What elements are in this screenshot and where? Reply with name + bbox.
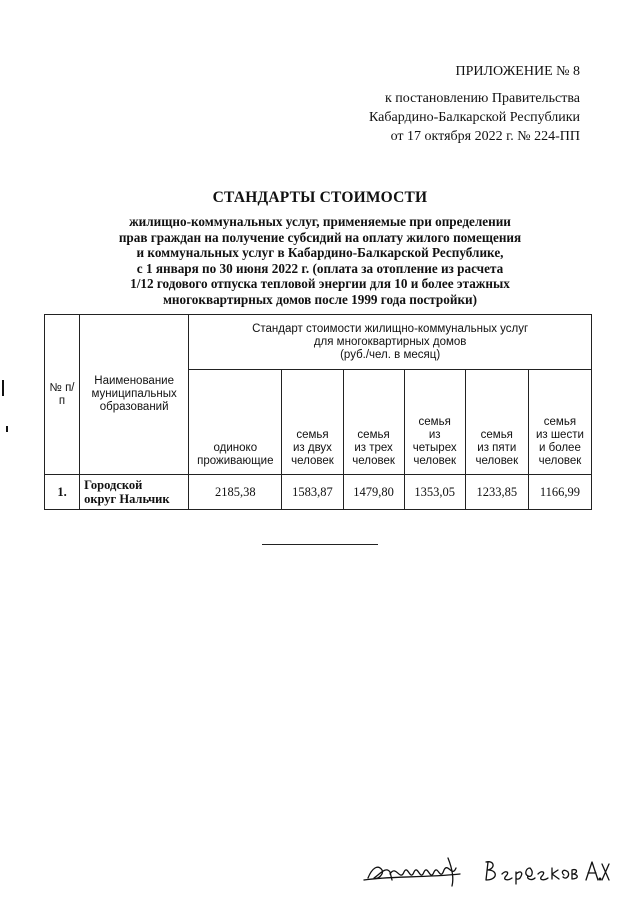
subtitle-line: многоквартирных домов после 1999 года постройки): [162, 291, 478, 307]
header-line: одиноко: [213, 442, 258, 454]
header-line: семья: [357, 429, 390, 441]
row-number: 1.: [45, 475, 80, 510]
header-family-6: [528, 370, 591, 475]
header-family-3: [343, 370, 404, 475]
value-family-4: 1353,05: [404, 475, 465, 510]
header-line: из пяти: [477, 442, 517, 454]
header-line: из трех: [354, 442, 393, 454]
document-subtitle: [60, 214, 580, 307]
subtitle-line: жилищно-коммунальных услуг, применяемые при определении: [129, 214, 511, 229]
header-line: человек: [475, 455, 519, 467]
header-line: человек: [413, 455, 456, 467]
value-family-2: 1583,87: [282, 475, 343, 510]
header-family-5: [465, 370, 528, 475]
header-line: из двух: [292, 442, 332, 454]
value-family-3: 1479,80: [343, 475, 404, 510]
header-line: из: [428, 429, 441, 441]
annex-title: ПРИЛОЖЕНИЕ № 8: [455, 64, 580, 79]
end-divider: [262, 544, 378, 545]
header-family-4: [404, 370, 465, 475]
value-family-6: 1166,99: [528, 475, 591, 510]
header-line: четырех: [412, 442, 457, 454]
annex-line-1: к постановлению Правительства: [384, 91, 580, 106]
header-cost-line: Стандарт стоимости жилищно-коммунальных услуг: [252, 322, 529, 335]
scan-mark: [2, 380, 4, 396]
handwritten-signature: [360, 848, 610, 892]
header-line: семья: [480, 429, 513, 441]
row-municipality: [80, 475, 189, 510]
header-line: семья: [543, 416, 577, 428]
document-title: СТАНДАРТЫ СТОИМОСТИ: [212, 189, 428, 206]
annex-line-3: от 17 октября 2022 г. № 224-ПП: [390, 129, 580, 144]
value-family-5: 1233,85: [465, 475, 528, 510]
header-line: человек: [291, 455, 334, 467]
scan-mark: [6, 426, 8, 432]
row-name-line: округ Нальчик: [84, 492, 170, 506]
table-row: [45, 475, 592, 510]
standards-table: [44, 314, 592, 510]
subtitle-line: с 1 января по 30 июня 2022 г. (оплата за отопление из расчета: [136, 260, 504, 276]
header-cost-line: (руб./чел. в месяц): [340, 348, 441, 361]
header-line: семья: [418, 416, 451, 428]
header-line: проживающие: [197, 455, 274, 467]
value-single: 2185,38: [189, 475, 282, 510]
header-single: [189, 370, 282, 475]
subtitle-line: прав граждан на получение субсидий на оплату жилого помещения: [118, 229, 522, 245]
annex-block: [369, 62, 580, 146]
header-line: человек: [538, 455, 582, 467]
header-municipality: Наименование муниципальных образований: [80, 315, 189, 475]
header-line: семья: [296, 429, 329, 441]
header-number: № п/п: [45, 315, 80, 475]
header-cost-line: для многоквартирных домов: [313, 335, 467, 348]
header-cost-standard: [189, 315, 592, 370]
header-line: и более: [538, 442, 581, 454]
header-line: человек: [352, 455, 395, 467]
subtitle-line: 1/12 годового отпуска тепловой энергии для 10 и более этажных: [130, 276, 510, 291]
header-line: из шести: [535, 429, 584, 441]
subtitle-line: и коммунальных услуг в Кабардино-Балкарской Республике,: [136, 245, 504, 260]
header-family-2: [282, 370, 343, 475]
row-name-line: Городской: [84, 478, 143, 492]
annex-line-2: Кабардино-Балкарской Республики: [369, 110, 580, 125]
